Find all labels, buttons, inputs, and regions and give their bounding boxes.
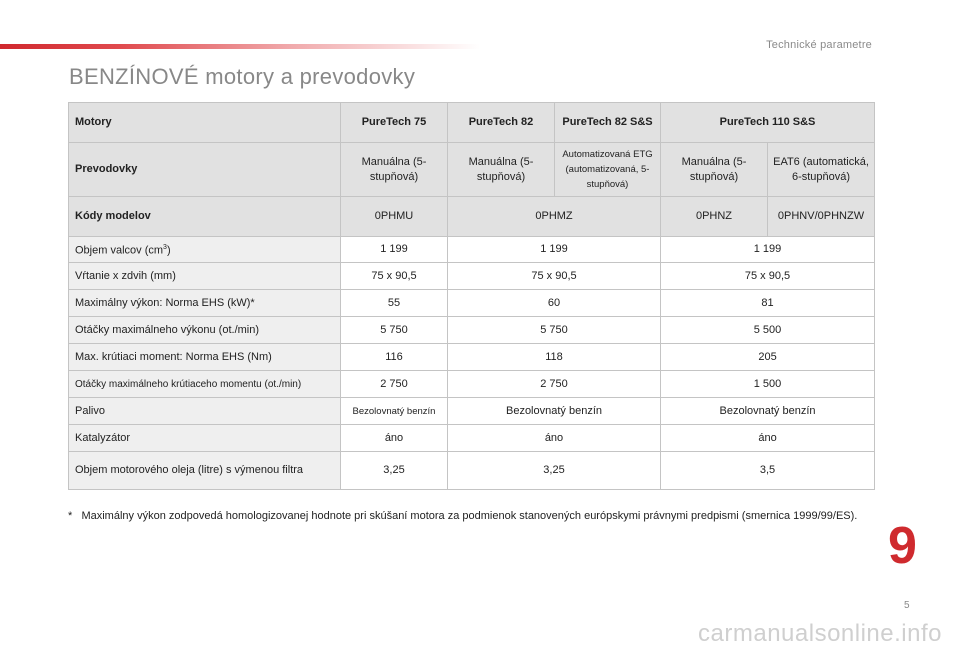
value-cell: 1 199 — [341, 237, 448, 263]
row-label: Palivo — [69, 398, 341, 425]
value-cell: 3,25 — [341, 452, 448, 490]
table-row — [69, 290, 875, 317]
value-cell: 3,25 — [448, 452, 661, 490]
value-cell: 2 750 — [341, 371, 448, 398]
model-code-cell: 0PHNV/0PHNZW — [768, 197, 875, 237]
value-cell: 5 500 — [661, 317, 875, 344]
prevodovky-label: Prevodovky — [69, 143, 341, 197]
watermark: carmanualsonline.info — [698, 620, 942, 647]
row-label: Objem valcov $(cm^3)$ — [69, 237, 341, 263]
row-label: Maximálny výkon: Norma EHS (kW)* — [69, 290, 341, 317]
value-cell: Bezolovnatý benzín — [341, 398, 448, 425]
kody-label: Kódy modelov — [69, 197, 341, 237]
kody-row — [69, 197, 875, 237]
engine-puretech-75: PureTech 75 — [341, 103, 448, 143]
row-label: Otáčky maximálneho krútiaceho momentu (ot./min) — [69, 371, 341, 398]
value-cell: áno — [661, 425, 875, 452]
value-cell: 75 x 90,5 — [341, 263, 448, 290]
table-row — [69, 263, 875, 290]
table-row — [69, 398, 875, 425]
table-row — [69, 237, 875, 263]
table-row — [69, 371, 875, 398]
value-cell: 116 — [341, 344, 448, 371]
model-code-cell: 0PHNZ — [661, 197, 768, 237]
value-cell: 55 — [341, 290, 448, 317]
value-cell: 1 199 — [661, 237, 875, 263]
chapter-number: 9 — [888, 517, 917, 575]
table-row — [69, 317, 875, 344]
prevodovky-row — [69, 143, 875, 197]
row-label: Objem motorového oleja (litre) s výmenou filtra — [69, 452, 341, 490]
engine-spec-table — [68, 102, 875, 490]
value-cell: Bezolovnatý benzín — [661, 398, 875, 425]
gearbox-cell: EAT6 (automatická, 6-stupňová) — [768, 143, 875, 197]
gearbox-cell: Manuálna (5-stupňová) — [661, 143, 768, 197]
row-label: Katalyzátor — [69, 425, 341, 452]
value-cell: 5 750 — [448, 317, 661, 344]
value-cell: áno — [448, 425, 661, 452]
row-label: Vŕtanie x zdvih (mm) — [69, 263, 341, 290]
table-row — [69, 425, 875, 452]
value-cell: 2 750 — [448, 371, 661, 398]
red-accent-bar — [0, 44, 480, 49]
section-name: Technické parametre — [766, 39, 872, 51]
value-cell: 81 — [661, 290, 875, 317]
table-row — [69, 344, 875, 371]
row-label: Max. krútiaci moment: Norma EHS (Nm) — [69, 344, 341, 371]
value-cell: 205 — [661, 344, 875, 371]
footnote-marker: * — [68, 510, 73, 522]
table-row — [69, 452, 875, 490]
value-cell: 3,5 — [661, 452, 875, 490]
page-number: 5 — [904, 600, 910, 611]
model-code-cell: 0PHMU — [341, 197, 448, 237]
page-title: BENZÍNOVÉ motory a prevodovky — [69, 64, 416, 89]
gearbox-cell: Automatizovaná ETG (automatizovaná, 5-stupňová) — [555, 143, 661, 197]
engine-puretech-82-ss: PureTech 82 S&S — [555, 103, 661, 143]
engines-header-row — [69, 103, 875, 143]
gearbox-cell: Manuálna (5-stupňová) — [448, 143, 555, 197]
value-cell: 75 x 90,5 — [661, 263, 875, 290]
value-cell: Bezolovnatý benzín — [448, 398, 661, 425]
value-cell: 1 500 — [661, 371, 875, 398]
value-cell: 1 199 — [448, 237, 661, 263]
motory-label: Motory — [69, 103, 341, 143]
row-label: Otáčky maximálneho výkonu (ot./min) — [69, 317, 341, 344]
footnote — [68, 509, 882, 524]
footnote-text: Maximálny výkon zodpovedá homologizovanej hodnote pri skúšaní motora za podmienok stanovených európskymi právnymi predpismi (smernica 1999/99/ES). — [81, 510, 858, 522]
value-cell: áno — [341, 425, 448, 452]
model-code-cell: 0PHMZ — [448, 197, 661, 237]
value-cell: 60 — [448, 290, 661, 317]
engine-puretech-110-ss: PureTech 110 S&S — [661, 103, 875, 143]
value-cell: 118 — [448, 344, 661, 371]
value-cell: 75 x 90,5 — [448, 263, 661, 290]
gearbox-cell: Manuálna (5-stupňová) — [341, 143, 448, 197]
value-cell: 5 750 — [341, 317, 448, 344]
engine-puretech-82: PureTech 82 — [448, 103, 555, 143]
